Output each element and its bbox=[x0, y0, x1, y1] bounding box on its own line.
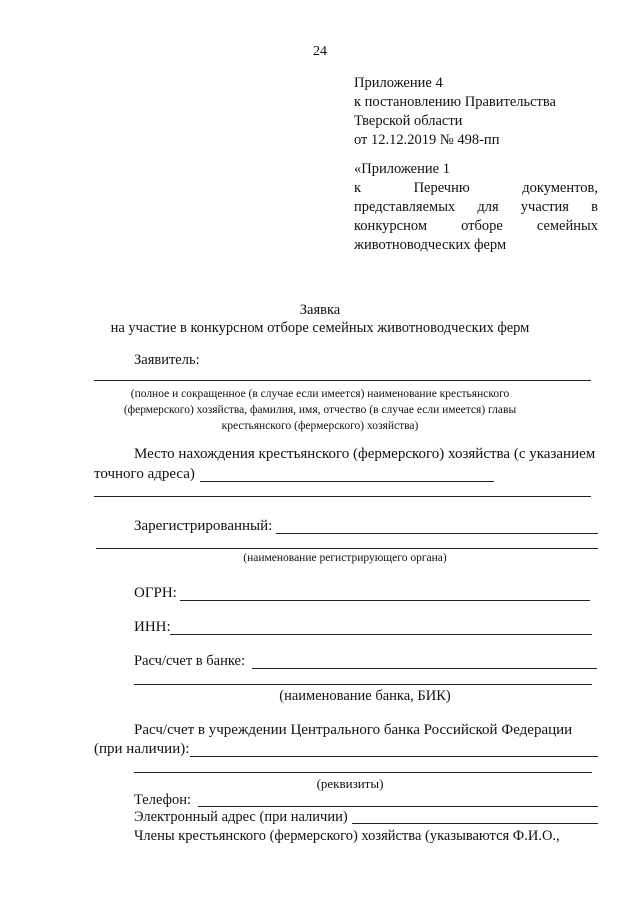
word: к bbox=[354, 180, 362, 196]
registered-label: Зарегистрированный: bbox=[134, 518, 273, 534]
phone-label: Телефон: bbox=[134, 792, 192, 808]
caption-line: (полное и сокращенное (в случае если имеется) наименование крестьянского bbox=[130, 388, 510, 400]
word: в bbox=[591, 199, 598, 215]
cb-account-field-2[interactable] bbox=[134, 772, 592, 773]
word: для bbox=[477, 199, 499, 215]
location-line-2: точного адреса) bbox=[94, 466, 195, 482]
email-field[interactable] bbox=[352, 823, 598, 824]
email-label: Электронный адрес (при наличии) bbox=[134, 809, 348, 825]
inn-label: ИНН: bbox=[134, 619, 171, 635]
word: конкурсном bbox=[354, 218, 428, 234]
address-field-2[interactable] bbox=[94, 496, 591, 497]
appendix-line-2: к постановлению Правительства bbox=[354, 94, 556, 110]
bank-account-caption: (наименование банка, БИК) bbox=[279, 688, 451, 704]
appendix-header bbox=[354, 74, 556, 150]
document-title: Заявка bbox=[299, 302, 341, 318]
word: Перечню bbox=[413, 180, 470, 196]
document-subtitle: на участие в конкурсном отборе семейных животноводческих ферм bbox=[110, 320, 530, 336]
ogrn-label: ОГРН: bbox=[134, 585, 177, 601]
cb-account-field[interactable] bbox=[190, 756, 598, 757]
address-field[interactable] bbox=[200, 481, 494, 482]
bank-account-field-2[interactable] bbox=[134, 684, 592, 685]
page-number: 24 bbox=[313, 44, 327, 59]
word: семейных bbox=[536, 218, 598, 234]
members-text: Члены крестьянского (фермерского) хозяйства (указываются Ф.И.О., bbox=[134, 828, 560, 844]
word: отборе bbox=[461, 218, 503, 234]
sub-appendix-line-4 bbox=[354, 217, 598, 236]
cb-account-caption: (реквизиты) bbox=[316, 776, 384, 791]
cb-account-line-2: (при наличии): bbox=[94, 741, 190, 757]
phone-field[interactable] bbox=[198, 806, 598, 807]
appendix-line-1: Приложение 4 bbox=[354, 75, 443, 91]
registered-field-2[interactable] bbox=[96, 548, 598, 549]
applicant-label: Заявитель: bbox=[134, 352, 200, 368]
registered-caption: (наименование регистрирующего органа) bbox=[243, 552, 447, 564]
word: участия bbox=[520, 199, 569, 215]
applicant-caption bbox=[0, 386, 640, 434]
bank-account-label: Расч/счет в банке: bbox=[134, 653, 245, 669]
sub-appendix-line-3 bbox=[354, 198, 598, 217]
applicant-field[interactable] bbox=[94, 380, 591, 381]
sub-appendix bbox=[354, 160, 598, 255]
caption-line: (фермерского) хозяйства, фамилия, имя, отчество (в случае если имеется) главы bbox=[123, 404, 517, 416]
word: представляемых bbox=[354, 199, 456, 215]
ogrn-field[interactable] bbox=[180, 600, 590, 601]
cb-account-line-1: Расч/счет в учреждении Центрального банка Российской Федерации bbox=[134, 722, 573, 738]
appendix-line-3: Тверской области bbox=[354, 113, 463, 129]
location-line-1: Место нахождения крестьянского (фермерского) хозяйства (с указанием bbox=[134, 446, 596, 462]
word: документов, bbox=[522, 180, 598, 196]
sub-appendix-line-1: «Приложение 1 bbox=[354, 161, 450, 177]
registered-field[interactable] bbox=[276, 533, 598, 534]
inn-field[interactable] bbox=[170, 634, 592, 635]
bank-account-field[interactable] bbox=[252, 668, 597, 669]
caption-line: крестьянского (фермерского) хозяйства) bbox=[221, 420, 419, 432]
appendix-line-4: от 12.12.2019 № 498-пп bbox=[354, 132, 500, 148]
sub-appendix-line-5: животноводческих ферм bbox=[354, 237, 507, 253]
sub-appendix-line-2 bbox=[354, 179, 598, 198]
